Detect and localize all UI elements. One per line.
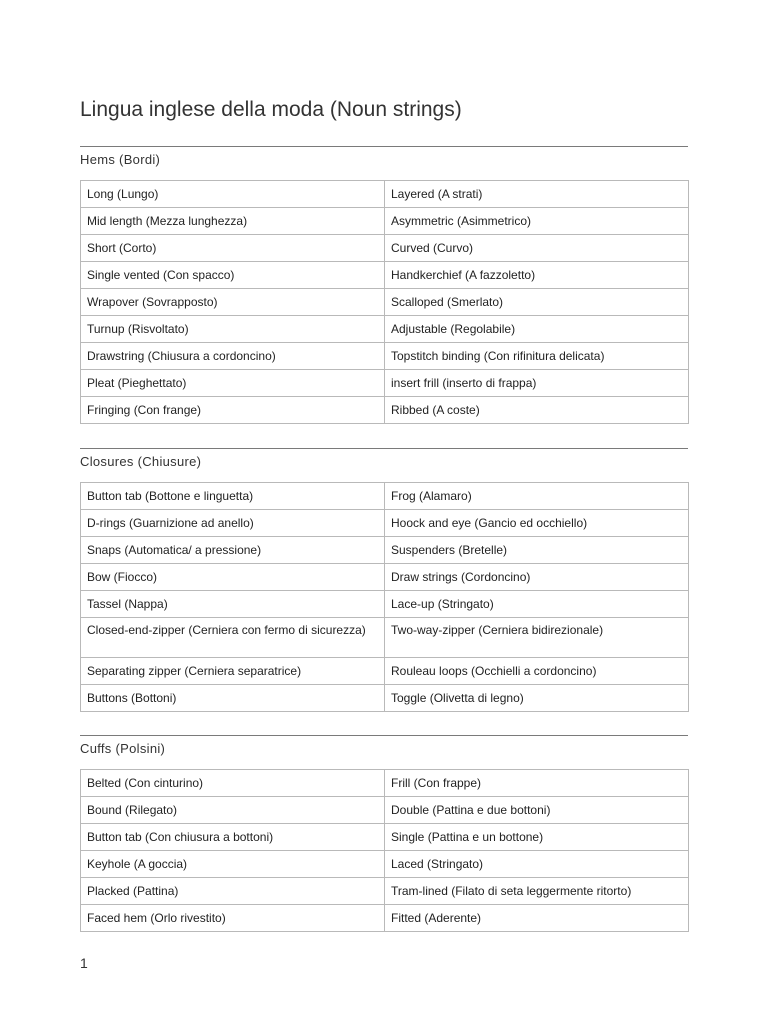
section-divider bbox=[80, 735, 688, 736]
table-cell: Belted (Con cinturino) bbox=[81, 770, 385, 797]
section-closures bbox=[80, 448, 688, 712]
table-row bbox=[81, 343, 689, 370]
table-cell: Handkerchief (A fazzoletto) bbox=[385, 262, 689, 289]
section-divider bbox=[80, 448, 688, 449]
table-row bbox=[81, 181, 689, 208]
table-cell: Single vented (Con spacco) bbox=[81, 262, 385, 289]
section-title: Hems (Bordi) bbox=[80, 152, 161, 167]
section-divider bbox=[80, 146, 688, 147]
table-cell: Suspenders (Bretelle) bbox=[385, 537, 689, 564]
terms-table bbox=[80, 482, 689, 712]
table-row bbox=[81, 397, 689, 424]
table-cell: Placked (Pattina) bbox=[81, 878, 385, 905]
table-cell: Bow (Fiocco) bbox=[81, 564, 385, 591]
table-cell: Fitted (Aderente) bbox=[385, 905, 689, 932]
table-row bbox=[81, 658, 689, 685]
page-number: 1 bbox=[80, 955, 88, 971]
table-cell: Pleat (Pieghettato) bbox=[81, 370, 385, 397]
table-cell: Mid length (Mezza lunghezza) bbox=[81, 208, 385, 235]
table-cell: Short (Corto) bbox=[81, 235, 385, 262]
table-row bbox=[81, 685, 689, 712]
table-cell: Adjustable (Regolabile) bbox=[385, 316, 689, 343]
table-cell: Hoock and eye (Gancio ed occhiello) bbox=[385, 510, 689, 537]
table-cell: Layered (A strati) bbox=[385, 181, 689, 208]
table-row bbox=[81, 878, 689, 905]
table-cell: Long (Lungo) bbox=[81, 181, 385, 208]
section-hems bbox=[80, 146, 688, 424]
table-row bbox=[81, 770, 689, 797]
table-row bbox=[81, 483, 689, 510]
section-title: Closures (Chiusure) bbox=[80, 454, 202, 469]
table-row bbox=[81, 797, 689, 824]
table-cell: Buttons (Bottoni) bbox=[81, 685, 385, 712]
table-cell: Draw strings (Cordoncino) bbox=[385, 564, 689, 591]
table-cell: Turnup (Risvoltato) bbox=[81, 316, 385, 343]
table-cell: Frill (Con frappe) bbox=[385, 770, 689, 797]
table-row bbox=[81, 824, 689, 851]
section-title: Cuffs (Polsini) bbox=[80, 741, 166, 756]
table-cell: Single (Pattina e un bottone) bbox=[385, 824, 689, 851]
table-row bbox=[81, 316, 689, 343]
table-row bbox=[81, 370, 689, 397]
terms-table bbox=[80, 769, 689, 932]
table-cell: Snaps (Automatica/ a pressione) bbox=[81, 537, 385, 564]
table-cell: D-rings (Guarnizione ad anello) bbox=[81, 510, 385, 537]
table-cell: Bound (Rilegato) bbox=[81, 797, 385, 824]
document-title: Lingua inglese della moda (Noun strings) bbox=[80, 98, 462, 121]
table-cell: Laced (Stringato) bbox=[385, 851, 689, 878]
table-cell: Frog (Alamaro) bbox=[385, 483, 689, 510]
table-cell: Tram-lined (Filato di seta leggermente ritorto) bbox=[385, 878, 689, 905]
table-cell: Lace-up (Stringato) bbox=[385, 591, 689, 618]
table-cell: Wrapover (Sovrapposto) bbox=[81, 289, 385, 316]
table-cell: Rouleau loops (Occhielli a cordoncino) bbox=[385, 658, 689, 685]
terms-table bbox=[80, 180, 689, 424]
table-row bbox=[81, 208, 689, 235]
table-cell: Separating zipper (Cerniera separatrice) bbox=[81, 658, 385, 685]
table-row bbox=[81, 851, 689, 878]
table-row bbox=[81, 537, 689, 564]
table-row bbox=[81, 289, 689, 316]
table-cell: Two-way-zipper (Cerniera bidirezionale) bbox=[385, 618, 689, 658]
table-row bbox=[81, 235, 689, 262]
table-row bbox=[81, 591, 689, 618]
table-cell: Ribbed (A coste) bbox=[385, 397, 689, 424]
table-cell: Faced hem (Orlo rivestito) bbox=[81, 905, 385, 932]
table-cell: Asymmetric (Asimmetrico) bbox=[385, 208, 689, 235]
section-cuffs bbox=[80, 735, 688, 932]
table-cell: Tassel (Nappa) bbox=[81, 591, 385, 618]
table-row bbox=[81, 510, 689, 537]
table-cell: Drawstring (Chiusura a cordoncino) bbox=[81, 343, 385, 370]
table-cell: Toggle (Olivetta di legno) bbox=[385, 685, 689, 712]
table-cell: Topstitch binding (Con rifinitura delicata) bbox=[385, 343, 689, 370]
table-cell: Closed-end-zipper (Cerniera con fermo di sicurezza) bbox=[81, 618, 385, 658]
table-row bbox=[81, 618, 689, 658]
table-row bbox=[81, 262, 689, 289]
table-cell: insert frill (inserto di frappa) bbox=[385, 370, 689, 397]
table-cell: Keyhole (A goccia) bbox=[81, 851, 385, 878]
table-row bbox=[81, 564, 689, 591]
table-cell: Double (Pattina e due bottoni) bbox=[385, 797, 689, 824]
table-cell: Button tab (Bottone e linguetta) bbox=[81, 483, 385, 510]
table-cell: Fringing (Con frange) bbox=[81, 397, 385, 424]
table-cell: Button tab (Con chiusura a bottoni) bbox=[81, 824, 385, 851]
table-cell: Scalloped (Smerlato) bbox=[385, 289, 689, 316]
table-cell: Curved (Curvo) bbox=[385, 235, 689, 262]
table-row bbox=[81, 905, 689, 932]
